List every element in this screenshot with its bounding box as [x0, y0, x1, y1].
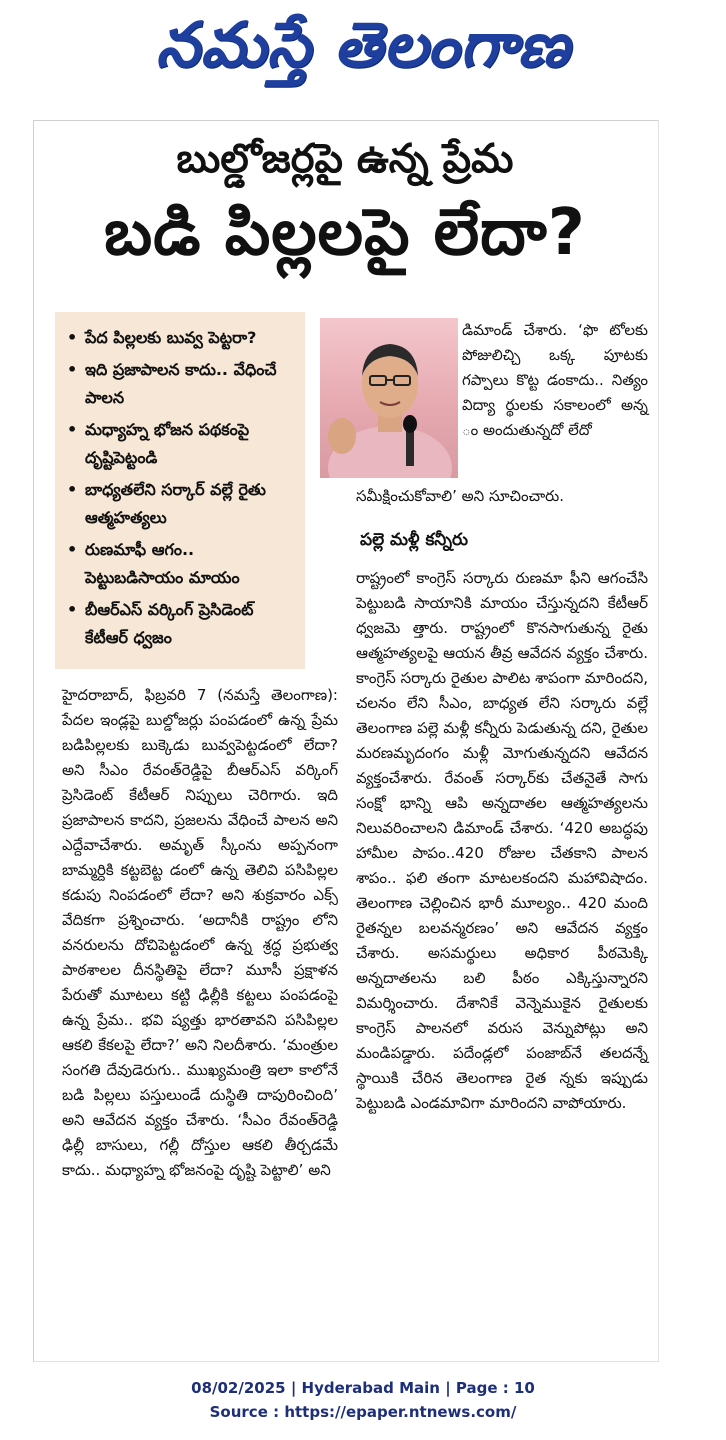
highlight-item: • బీఆర్ఎస్ వర్కింగ్ ప్రెసిడెంట్ కేటీఆర్ ధ్వజం	[67, 596, 295, 652]
footer-source-line: Source : https://epaper.ntnews.com/	[209, 1403, 517, 1421]
highlight-item: • మధ్యాహ్న భోజన పథకంపై దృష్టిపెట్టండి	[67, 416, 295, 472]
bullet-icon: •	[67, 600, 78, 619]
masthead	[0, 0, 726, 100]
headline-line-1: బుల్డోజర్లపై ఉన్న ప్రేమ	[176, 136, 514, 182]
highlights-list	[55, 312, 305, 652]
speaker-photo-illustration	[320, 318, 458, 478]
bullet-icon: •	[67, 328, 78, 347]
highlight-item: • పేద పిల్లలకు బువ్వ పెట్టరా?	[67, 324, 295, 352]
article-body-left: హైదరాబాద్, ఫిబ్రవరి 7 (నమస్తే తెలంగాణ): పేదల ఇండ్లపై బుల్డోజర్లు పంపడంలో ఉన్న ప్రేమ బడిపిల్లలకు బుక్కెడు బువ్వపెట్టడంలో లేదా? అని సీఎం రేవంత్‌రెడ్డిపై బీఆర్ఎస్ వర్కింగ్ ప్రెసిడెంట్ కేటీఆర్ నిప్పులు చెరిగారు. ఇది ప్రజాపాలన కాదని, ప్రజలను వేధించే పాలన అని ఎద్దేవాచేశారు. అమృత్ స్కీంను అప్పనంగా బామ్మర్దికి కట్టబెట్ట డంలో ఉన్న తెలివి పసిపిల్లల కడుపు నింపడంలో లేదా? అని శుక్రవారం ఎక్స్ వేదికగా ప్రశ్నించారు. ‘అదానీకి రాష్ట్రం లోని వనరులను దోచిపెట్టడంలో ఉన్న శ్రద్ధ ప్రభుత్వ పాఠశాలల దీనస్థితిపై లేదా? మూసీ ప్రక్షాళన పేరుతో మూటలు కట్టి ఢిల్లీకి కట్టలు పంపడంపై ఉన్న ప్రేమ.. భవి ష్యత్తు భారతావని పసిపిల్లల ఆకలి కేకలపై లేదా?’ అని నిలదీశారు. ‘మంత్రుల సంగతి దేవుడెరుగు.. ముఖ్యమంత్రి ఇలా కాలోనే బడి పిల్లలు పస్తులుండే దుస్థితి దాపురించింది’ అని ఆవేదన వ్యక్తం చేశారు. ‘సీఎం రేవంత్‌రెడ్డి ఢిల్లీ బాసులు, గల్లీ దోస్తుల ఆకలి తీర్చడమే కాదు.. మధ్యాహ్న భోజనంపై దృష్టి పెట్టాలి’ అని	[62, 686, 338, 1179]
footer-edition-line: 08/02/2025 | Hyderabad Main | Page : 10	[191, 1379, 535, 1397]
highlight-item: • రుణమాఫీ ఆగం.. పెట్టుబడిసాయం మాయం	[67, 536, 295, 592]
page-footer	[0, 1376, 726, 1424]
bullet-icon: •	[67, 360, 78, 379]
article-body-right-top: డిమాండ్ చేశారు. ‘ఫొ టోలకు పోజులిచ్చి ఒక్క పూటకు గప్పాలు కొట్ట డంకాదు.. నిత్యం విద్యా ర్థులకు సకాలంలో అన్న ం అందుతున్నదో లేదో	[462, 321, 648, 439]
article-body-right: రాష్ట్రంలో కాంగ్రెస్ సర్కారు రుణమా ఫీని ఆగంచేసి పెట్టుబడి సాయానికి మాయం చేస్తున్నదని కేటీఆర్ ధ్వజమె త్తారు. రాష్ట్రంలో కొనసాగుతున్న రైతు ఆత్మహత్యలపై ఆయన తీవ్ర ఆవేదన వ్యక్తం చేశారు. కాంగ్రెస్ సర్కారు రైతుల పాలిట శాపంగా మారిందని, చలనం లేని సీఎం, బాధ్యత లేని సర్కారు వల్లే తెలంగాణ పల్లె మళ్లీ కన్నీరు పెడుతున్న దని, రైతుల మరణమృదంగం మళ్లీ మోగుతున్నదని ఆవేదన వ్యక్తంచేశారు. రేవంత్ సర్కార్‌కు చేతనైతే సాగు సంక్షో భాన్ని ఆపి అన్నదాతల ఆత్మహత్యలను నిలువరించాలని డిమాండ్ చేశారు. ‘420 అబద్ధపు హామీల పాపం..420 రోజుల చేతకాని పాలన శాపం.. ఫలి తంగా మాటలకందని మహావిషాదం. తెలంగాణ చెల్లించిన భారీ మూల్యం.. 420 మంది రైతన్నల బలవన్మరణం’ అని ఆవేదన వ్యక్తం చేశారు. అసమర్థులు అధికార పీఠమెక్కి అన్నదాతలను బలి పీఠం ఎక్కిస్తున్నారని విమర్శించారు. దేశానికే వెన్నెముకైన రైతులకు కాంగ్రెస్ పాలనలో వరుస వెన్నుపోట్లు అని మండిపడ్డారు. పదేండ్లలో పంజాబ్‌నే తలదన్నే స్థాయికి చేరిన తెలంగాణ రైత న్నకు ఇప్పుడు పెట్టుబడి ఎండమావిగా మారిందని వాపోయారు.	[356, 569, 648, 1112]
bullet-icon: •	[67, 420, 78, 439]
highlights-box	[55, 312, 305, 669]
speaker-photo	[320, 318, 458, 478]
article-body-right-continued: సమీక్షించుకోవాలి’ అని సూచించారు.	[356, 487, 565, 505]
masthead-title: నమస్తే తెలంగాణ	[155, 8, 571, 81]
bullet-icon: •	[67, 540, 78, 559]
bullet-icon: •	[67, 480, 78, 499]
highlight-item: • ఇది ప్రజాపాలన కాదు.. వేధించే పాలన	[67, 356, 295, 412]
highlight-item: • బాధ్యతలేని సర్కార్ వల్లే రైతు ఆత్మహత్యలు	[67, 476, 295, 532]
section-subheading: పల్లె మళ్లీ కన్నీరు	[360, 530, 469, 550]
headline-line-2: బడి పిల్లలపై లేదా?	[104, 196, 586, 270]
